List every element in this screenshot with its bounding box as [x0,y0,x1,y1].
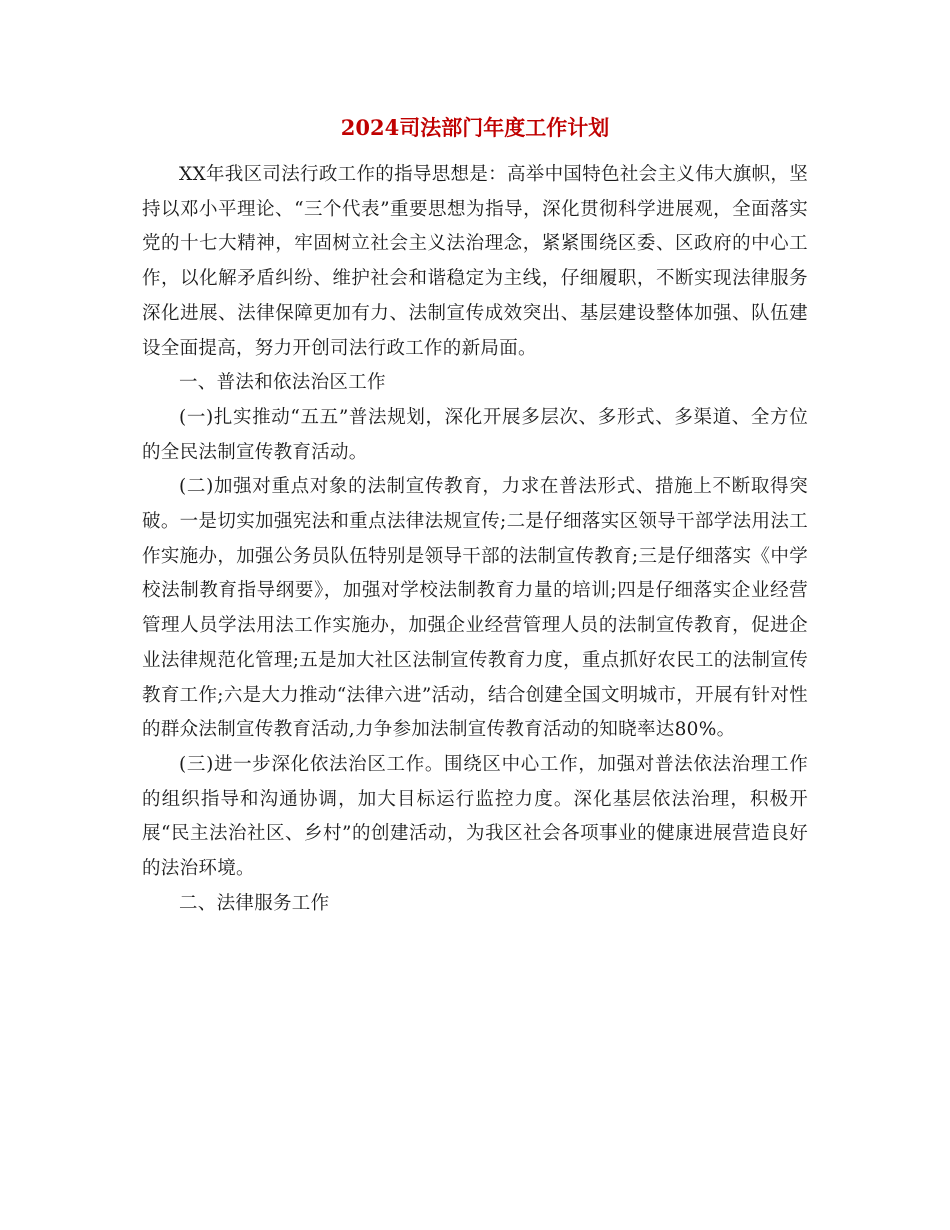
paragraph-1-3: (三)进一步深化依法治区工作。围绕区中心工作，加强对普法依法治理工作的组织指导和沟通协调，加大目标运行监控力度。深化基层依法治理，积极开展“民主法治社区、乡村”的创建活动，为我区社会各项事业的健康进展营造良好的法治环境。 [142,753,808,880]
intro-paragraph: XX年我区司法行政工作的指导思想是：高举中国特色社会主义伟大旗帜，坚持以邓小平理论、“三个代表”重要思想为指导，深化贯彻科学进展观，全面落实党的十七大精神，牢固树立社会主义法治理念，紧紧围绕区委、区政府的中心工作，以化解矛盾纠纷、维护社会和谐稳定为主线，仔细履职，不断实现法律服务深化进展、法律保障更加有力、法制宣传成效突出、基层建设整体加强、队伍建设全面提高，努力开创司法行政工作的新局面。 [142,164,808,359]
document-body [142,158,808,921]
paragraph-1-2: (二)加强对重点对象的法制宣传教育，力求在普法形式、措施上不断取得突破。一是切实加强宪法和重点法律法规宣传;二是仔细落实区领导干部学法用法工作实施办，加强公务员队伍特别是领导干部的法制宣传教育;三是仔细落实《中学校法制教育指导纲要》，加强对学校法制教育力量的培训;四是仔细落实企业经营管理人员学法用法工作实施办，加强企业经营管理人员的法制宣传教育，促进企业法律规范化管理;五是加大社区法制宣传教育力度，重点抓好农民工的法制宣传教育工作;六是大力推动“法律六进”活动，结合创建全国文明城市，开展有针对性的群众法制宣传教育活动,力争参加法制宣传教育活动的知晓率达80%。 [142,476,808,741]
section-heading-2: 二、法律服务工作 [179,892,330,914]
paragraph-1-1: (一)扎实推动“五五”普法规划，深化开展多层次、多形式、多渠道、全方位的全民法制宣传教育活动。 [142,406,808,463]
document-title: 2024司法部门年度工作计划 [340,115,610,140]
section-heading-1: 一、普法和依法治区工作 [179,372,386,394]
